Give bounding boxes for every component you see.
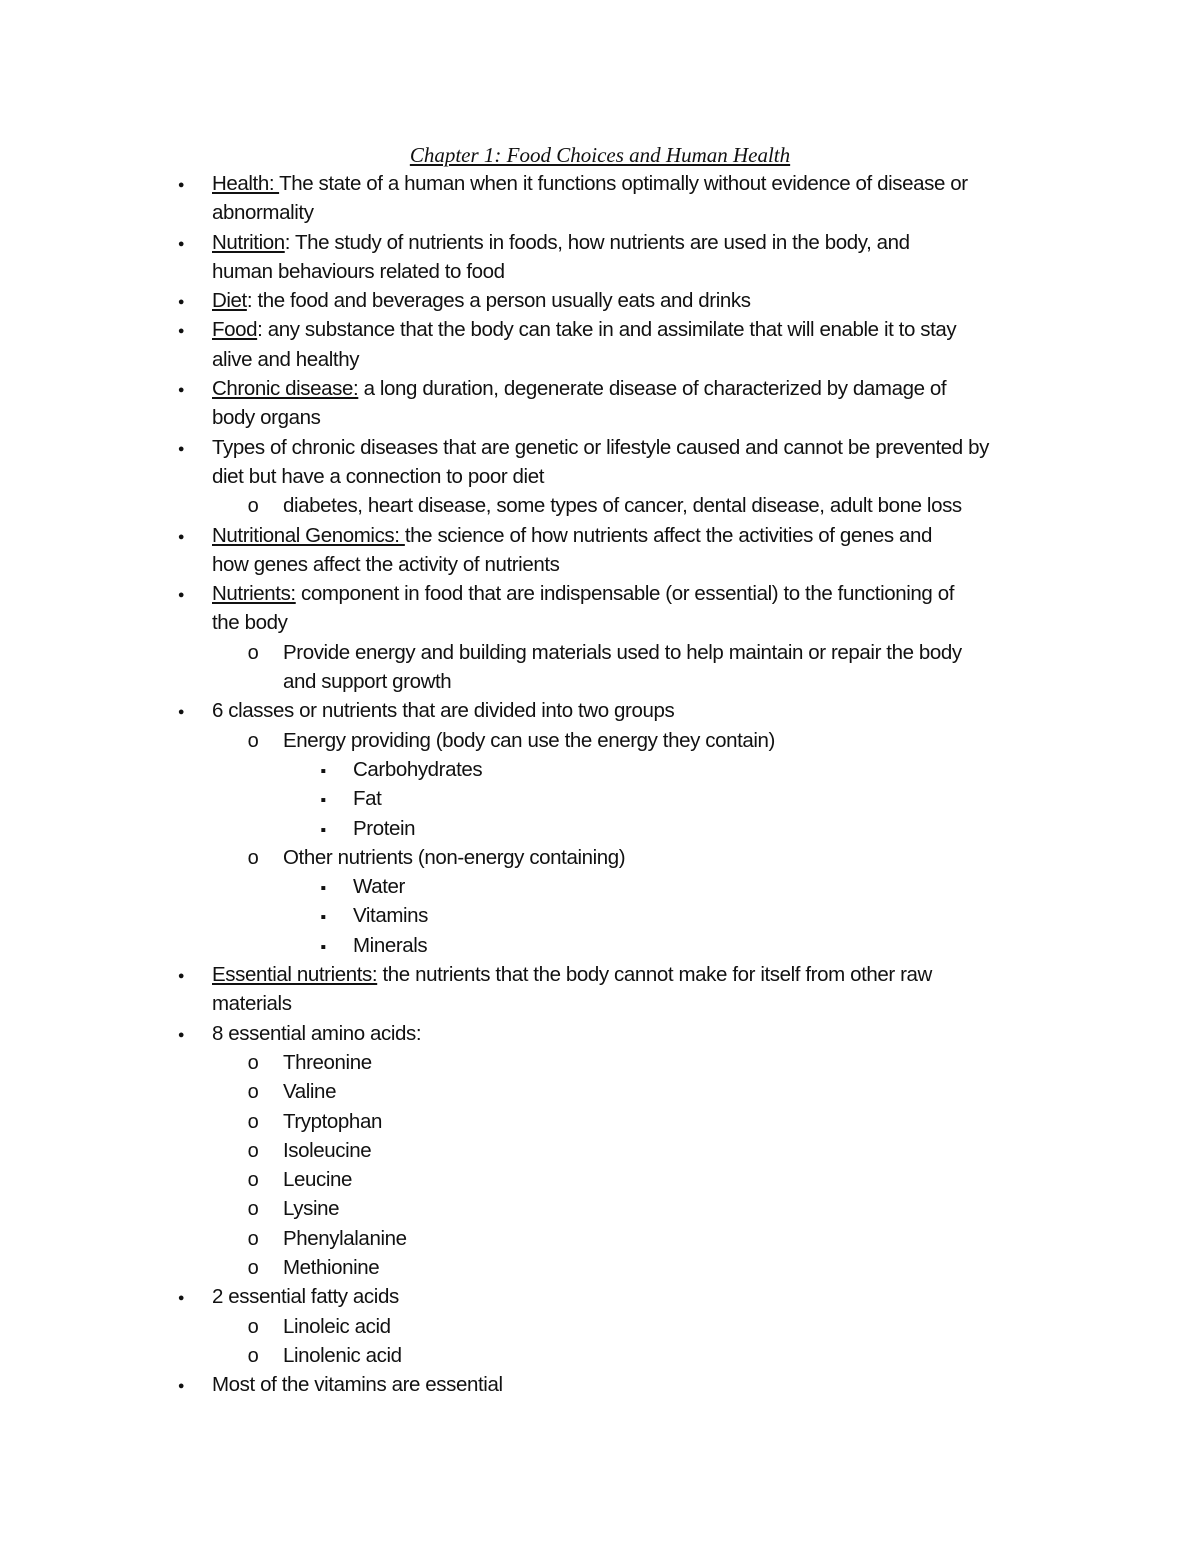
item-text: Provide energy and building materials used to help maintain or repair the body [283, 640, 962, 664]
item-text: Water [353, 875, 405, 899]
definition: component in food that are indispensable (or essential) to the functioning of [295, 582, 954, 606]
item-text: Energy providing (body can use the energy they contain) [283, 728, 775, 752]
list-item-continuation: how genes affect the activity of nutrients [212, 552, 560, 576]
term: Nutrients: [212, 582, 296, 606]
definition: The state of a human when it functions optimally without evidence of disease or [279, 172, 968, 195]
square-bullet-icon [316, 784, 330, 815]
item-text: Other nutrients (non-energy containing) [283, 845, 626, 869]
sub-item-continuation: and support growth [283, 670, 452, 694]
list-item-nutrients [0, 579, 1200, 608]
list-item-nutrition [0, 228, 1200, 257]
sub-item-amino-acid [0, 1224, 1200, 1253]
item-text: Tryptophan [283, 1109, 382, 1133]
circle-bullet-icon [246, 1224, 260, 1254]
item-text: Protein [353, 816, 416, 840]
square-bullet-icon [316, 872, 330, 903]
list-item-fatty-acids [0, 1282, 1200, 1311]
bullet-icon [174, 228, 188, 259]
bullet-icon [174, 1282, 188, 1313]
square-bullet-icon [316, 814, 330, 845]
item-text: Linolenic acid [283, 1343, 402, 1367]
bullet-list [0, 169, 1200, 1399]
bullet-icon [174, 433, 188, 464]
sub-sub-item [0, 931, 1200, 960]
circle-bullet-icon [246, 1136, 260, 1166]
sub-item-other-nutrients [0, 843, 1200, 872]
item-text: Linoleic acid [283, 1314, 391, 1338]
list-item-vitamins [0, 1370, 1200, 1399]
bullet-icon [174, 960, 188, 991]
sub-sub-item [0, 901, 1200, 930]
circle-bullet-icon [246, 1312, 260, 1342]
sub-sub-item [0, 784, 1200, 813]
circle-bullet-icon [246, 1253, 260, 1283]
definition: the science of how nutrients affect the activities of genes and [404, 523, 932, 547]
list-item-continuation: diet but have a connection to poor diet [212, 464, 545, 488]
sub-item-amino-acid [0, 1136, 1200, 1165]
item-text: Phenylalanine [283, 1226, 407, 1250]
list-item-continuation: alive and healthy [212, 347, 360, 371]
item-text: Types of chronic diseases that are genetic or lifestyle caused and cannot be prevented by [212, 435, 989, 459]
term: Nutritional Genomics: [212, 523, 405, 547]
square-bullet-icon [316, 755, 330, 786]
sub-item-amino-acid [0, 1165, 1200, 1194]
term: Chronic disease: [212, 377, 359, 401]
sub-item-fatty-acid [0, 1341, 1200, 1370]
item-text: Methionine [283, 1255, 380, 1279]
list-item-continuation: human behaviours related to food [212, 259, 505, 283]
bullet-icon [174, 1370, 188, 1401]
term: Food [212, 318, 258, 342]
square-bullet-icon [316, 901, 330, 932]
sub-item-amino-acid [0, 1194, 1200, 1223]
sub-item-amino-acid [0, 1107, 1200, 1136]
term: Diet [212, 289, 247, 313]
term: Nutrition [212, 230, 285, 254]
circle-bullet-icon [246, 1077, 260, 1107]
circle-bullet-icon [246, 491, 260, 521]
sub-sub-item [0, 755, 1200, 784]
circle-bullet-icon [246, 1165, 260, 1195]
list-item-continuation: the body [212, 611, 288, 635]
item-text: 8 essential amino acids: [212, 1021, 422, 1045]
definition: a long duration, degenerate disease of characterized by damage of [358, 377, 947, 401]
list-item-essential-nutrients [0, 960, 1200, 989]
item-text: 6 classes or nutrients that are divided into two groups [212, 699, 675, 723]
circle-bullet-icon [246, 1341, 260, 1371]
sub-item-energy-providing [0, 726, 1200, 755]
list-item-chronic-types [0, 433, 1200, 462]
definition: : The study of nutrients in foods, how nutrients are used in the body, and [284, 230, 910, 254]
list-item-amino-acids [0, 1019, 1200, 1048]
sub-sub-item [0, 872, 1200, 901]
item-text: 2 essential fatty acids [212, 1285, 399, 1309]
item-text: Fat [353, 787, 382, 811]
sub-item-fatty-acid [0, 1312, 1200, 1341]
item-text: Threonine [283, 1050, 372, 1074]
item-text: Minerals [353, 933, 428, 957]
sub-item-amino-acid [0, 1077, 1200, 1106]
list-item-chronic-disease [0, 374, 1200, 403]
sub-item-chronic-examples [0, 491, 1200, 520]
bullet-icon [174, 521, 188, 552]
bullet-icon [174, 374, 188, 405]
list-item-food [0, 315, 1200, 344]
sub-item-amino-acid [0, 1253, 1200, 1282]
definition: : the food and beverages a person usually eats and drinks [246, 289, 751, 313]
list-item-diet [0, 286, 1200, 315]
item-text: Lysine [283, 1197, 340, 1221]
item-text: Vitamins [353, 904, 429, 928]
list-item-nutritional-genomics [0, 521, 1200, 550]
bullet-icon [174, 169, 188, 200]
circle-bullet-icon [246, 1194, 260, 1224]
item-text: diabetes, heart disease, some types of cancer, dental disease, adult bone loss [283, 494, 962, 518]
circle-bullet-icon [246, 1107, 260, 1137]
list-item-nutrient-classes [0, 696, 1200, 725]
circle-bullet-icon [246, 1048, 260, 1078]
bullet-icon [174, 696, 188, 727]
term: Health: [212, 172, 280, 195]
sub-item-nutrients-role [0, 638, 1200, 667]
item-text: Isoleucine [283, 1138, 372, 1162]
list-item-health [0, 169, 1200, 198]
definition: the nutrients that the body cannot make for itself from other raw [377, 963, 932, 987]
bullet-icon [174, 1019, 188, 1050]
sub-sub-item [0, 814, 1200, 843]
item-text: Carbohydrates [353, 757, 483, 781]
circle-bullet-icon [246, 726, 260, 756]
square-bullet-icon [316, 931, 330, 962]
bullet-icon [174, 286, 188, 317]
bullet-icon [174, 579, 188, 610]
item-text: Valine [283, 1080, 337, 1104]
bullet-icon [174, 315, 188, 346]
item-text: Leucine [283, 1168, 353, 1192]
list-item-continuation: materials [212, 992, 292, 1016]
document-title: Chapter 1: Food Choices and Human Health [409, 143, 791, 167]
item-text: Most of the vitamins are essential [212, 1373, 503, 1397]
sub-item-amino-acid [0, 1048, 1200, 1077]
list-item-continuation: abnormality [212, 201, 314, 225]
definition: : any substance that the body can take in and assimilate that will enable it to stay [257, 318, 957, 342]
list-item-continuation: body organs [212, 406, 321, 430]
term: Essential nutrients: [212, 963, 378, 987]
circle-bullet-icon [246, 638, 260, 668]
circle-bullet-icon [246, 843, 260, 873]
